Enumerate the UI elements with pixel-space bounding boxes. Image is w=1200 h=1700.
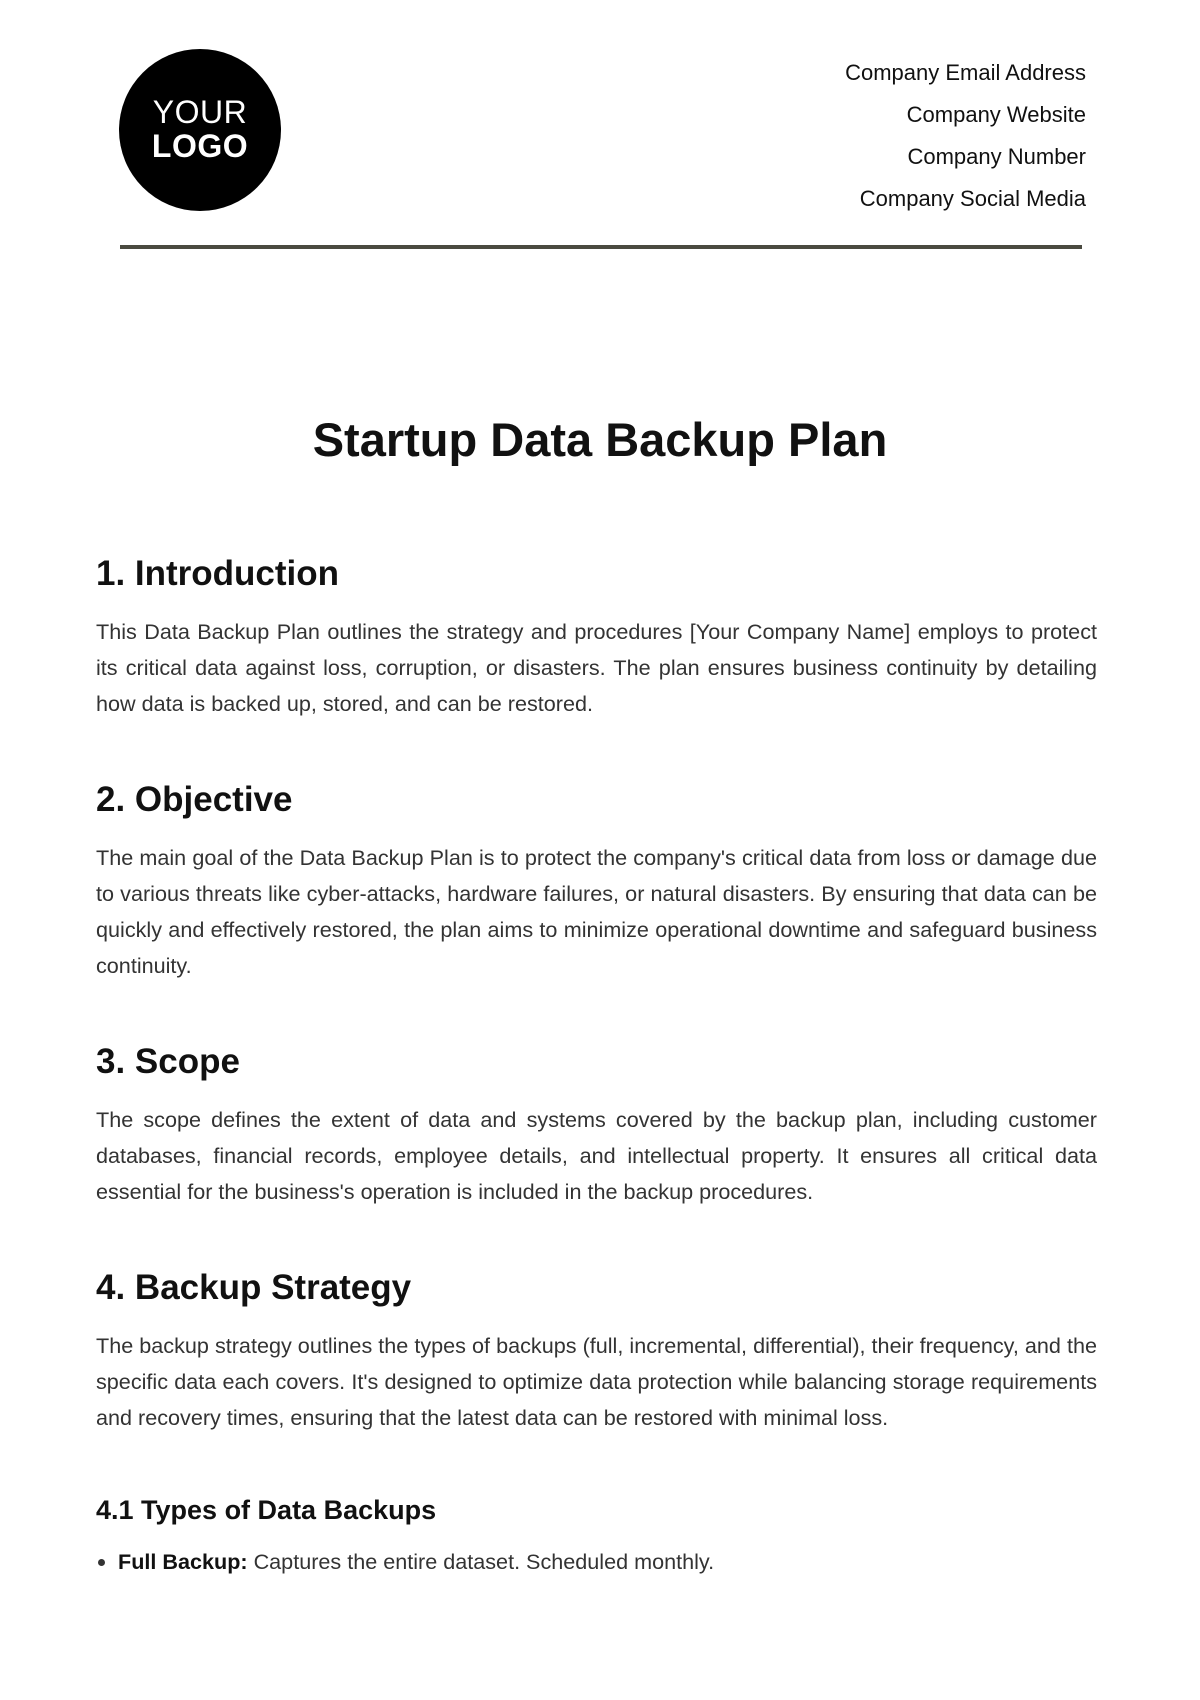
company-email: Company Email Address xyxy=(845,60,1086,85)
section-paragraph: This Data Backup Plan outlines the strategy and procedures [Your Company Name] employs to protect its critical data against loss, corruption, or disasters. The plan ensures business continuity by detailing how data is backed up, stored, and can be restored. xyxy=(96,619,1097,716)
section-paragraph: The scope defines the extent of data and systems covered by the backup plan, including customer databases, financial records, employee details, and intellectual property. It ensures all critical data essential for the business's operation is included in the backup procedures. xyxy=(96,1107,1097,1204)
document-body xyxy=(96,550,1097,1580)
section-objective xyxy=(96,776,1097,984)
document-title: Startup Data Backup Plan xyxy=(312,413,888,466)
section-introduction xyxy=(96,550,1097,722)
section-heading: 1. Introduction xyxy=(96,554,340,593)
list-item-text: Captures the entire dataset. Scheduled monthly. xyxy=(253,1549,715,1574)
company-number: Company Number xyxy=(907,144,1086,169)
logo-line-1: YOUR xyxy=(152,94,248,131)
section-heading: 4. Backup Strategy xyxy=(96,1268,412,1307)
logo-line-2: LOGO xyxy=(151,128,249,164)
backup-types-list xyxy=(96,1544,1097,1580)
company-social-media: Company Social Media xyxy=(859,186,1086,211)
company-website: Company Website xyxy=(906,102,1086,127)
section-backup-strategy xyxy=(96,1264,1097,1436)
section-heading: 3. Scope xyxy=(96,1042,240,1081)
header-divider xyxy=(120,245,1082,249)
subsection-types-of-backups xyxy=(96,1490,1097,1580)
subsection-heading: 4.1 Types of Data Backups xyxy=(96,1495,437,1525)
section-heading: 2. Objective xyxy=(96,780,293,819)
company-logo xyxy=(119,49,281,211)
section-paragraph: The backup strategy outlines the types of backups (full, incremental, differential), their frequency, and the specific data each covers. It's designed to optimize data protection while balancing storage requirements and recovery times, ensuring that the latest data can be restored with minimal loss. xyxy=(96,1333,1097,1430)
list-item xyxy=(118,1544,1097,1580)
section-paragraph: The main goal of the Data Backup Plan is to protect the company's critical data from loss or damage due to various threats like cyber-attacks, hardware failures, or natural disasters. By ensuring that data can be quickly and effectively restored, the plan aims to minimize operational downtime and safeguard business continuity. xyxy=(96,845,1097,978)
list-item-label: Full Backup: xyxy=(118,1549,248,1574)
section-scope xyxy=(96,1038,1097,1210)
company-contact-block xyxy=(845,52,1086,220)
